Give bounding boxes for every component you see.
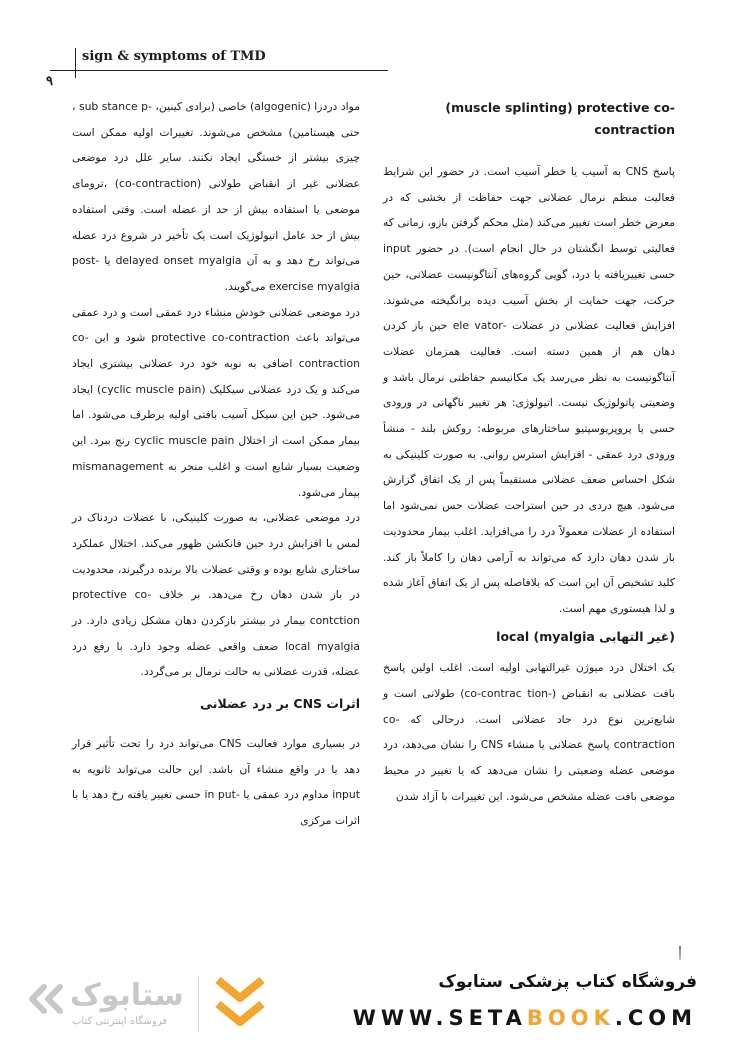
double-chevron-icon: [28, 984, 66, 1014]
setabook-logo: [28, 978, 184, 1030]
page-number: ۹: [46, 74, 53, 89]
url-accent: BOOK: [526, 1006, 615, 1030]
header-horizontal-rule: [50, 70, 388, 71]
logo-wordmark: ستابوک: [70, 978, 184, 1013]
section-heading-local-myalgia: (غیر التهابی local (myalgia: [496, 628, 675, 644]
header-vertical-rule: [75, 48, 76, 78]
logo-subtitle: فروشگاه اینترنتی کتاب: [72, 1016, 168, 1027]
right-paragraph-2: یک اختلال درد میوژن غیرالتهابی اولیه است. اغلب اولین پاسخ بافت عضلانی به انقباض (-co-contrac tion) طولانی است و شایع‌ترین نوع درد حاد عضلانی است. درحالی که co-contraction پاسخ عضلانی یا منشاء CNS را نشان می‌دهد، درد موضعی عضله وضعیتی را نشان می‌دهد که یا تغییر در محیط موضعی بافت عضله مشخص می‌شود. این تغییرات با آزاد شدن: [383, 661, 675, 803]
footer-banner: [0, 962, 737, 1044]
store-name: فروشگاه کتاب پزشکی ستابوک: [438, 972, 697, 992]
left-paragraph-1: مواد دردزا (algogenic) خاصی (برادی کینین، -sub stance p ، حتی هیستامین) مشخص می‌شوند. تغییرات اولیه ممکن است چیزی بیشتر از خستگی ایجاد نکنند. سایر علل درد موضعی عضلانی غیر از انقباض طولانی (co-contraction) ،ترومای موضعی یا استفاده بیش از حد از عضله است. وقتی استفاده بیش از حد عامل اتیولوژیک است یک تأخیر در شروع درد عضله می‌تواند رخ دهد و به آن delayed onset myalgia یا post-exercise myalgia می‌گویند.: [72, 100, 360, 293]
stacked-chevron-icon: [214, 974, 266, 1032]
running-title: sign & symptoms of TMD: [82, 49, 266, 64]
footer-divider: [198, 976, 199, 1032]
heading-co-contraction-text: (muscle splinting) protective co-contraction: [445, 100, 675, 137]
right-paragraph-1: پاسخ CNS به آسیب یا خطر آسیب است. در حضور این شرایط فعالیت منظم نرمال عضلانی جهت حفاظت از بخشی که در معرض خطر است تغییر می‌کند (مثل محکم گرفتن بازو، زمانی که فعالیتی توسط انگشتان در حال انجام است). در حضور input حسی تغییریافته یا درد، گویی گروه‌های آنتاگونیست عضلانی، حین حرکت، جهت حمایت از بخش آسیب دیده برانگیخته می‌شوند. افزایش فعالیت عضلانی در عضلات -ele vator حین باز کردن دهان هم از همین دسته است. فعالیت همزمان عضلات آنتاگونیست به نظر می‌رسد یک مکانیسم حفاظتی نرمال باشد و وضعیتی پاتولوژیک نیست. اتیولوژی: هر تغییر ناگهانی در ورودی حسی یا پروپریوسپتیو ساختارهای مربوطه: روکش بلند - منشأ ورودی درد عمقی - افزایش استرس روانی. به صورت کلینیکی به شکل احساس ضعف عضلانی مستقیماً پس از یک اتفاق گزارش می‌شود. هیچ دردی در حین استراحت عضلات حس نمی‌شود اما استفاده از عضلات معمولاً درد را می‌افزاید. اغلب بیمار محدودیت باز شدن دهان دارد که می‌تواند به آرامی دهان را کاملاً باز کند. کلید تشخیص آن این است که بلافاصله پس از یک اتفاق آغاز شده و لذا هیستوری مهم است.: [383, 165, 676, 615]
url-prefix: WWW.SETA: [352, 1006, 527, 1030]
left-column: [72, 94, 360, 834]
url-suffix: .COM: [614, 1006, 697, 1030]
section-heading-co-contraction: [383, 97, 675, 141]
left-paragraph-3: درد موضعی عضلانی، به صورت کلینیکی، با عضلات دردناک در لمس با افزایش درد حین فانکشن ظهور می‌کند. اختلال عملکرد ساختاری شایع بوده و وقتی عضلات بالا برنده درگیرند، محدودیت در باز شدن دهان رخ می‌دهد. بر خلاف protective co-contction بیمار در بیشتر بازکردن دهان مشکل زیادی دارد. در local myalgia ضعف واقعی عضله وجود دارد. با رفع درد عضله، قدرت عضلانی به حالت نرمال بر می‌گردد.: [72, 511, 360, 679]
left-paragraph-4: در بسیاری موارد فعالیت CNS می‌تواند درد را تحت تأثیر قرار دهد یا در واقع منشاء آن باشد. این حالت می‌تواند ثانویه به input مداوم درد عمقی یا -in put حسی تغییر یافته رخ دهد یا با اثرات مرکزی: [72, 736, 360, 827]
right-column: [383, 97, 675, 810]
left-paragraph-2: درد موضعی عضلانی خودش منشاء درد عمقی است و درد عمقی می‌تواند باعث protective co-contraction شود و این co-contraction اضافی به نوبه خود درد عضلانی بیشتری ایجاد می‌کند و یک درد عضلانی سیکلیک (cyclic muscle pain) ایجاد می‌شود. حین این سیکل آسیب بافتی اولیه برطرف می‌شود. اما بیمار ممکن است از اختلال cyclic muscle pain رنج ببرد. این وضعیت بسیار شایع است و اغلب منجر به mismanagement بیمار می‌شود.: [72, 305, 360, 499]
store-url[interactable]: [353, 1006, 697, 1030]
section-heading-cns: اثرات CNS بر درد عضلانی: [200, 696, 360, 712]
